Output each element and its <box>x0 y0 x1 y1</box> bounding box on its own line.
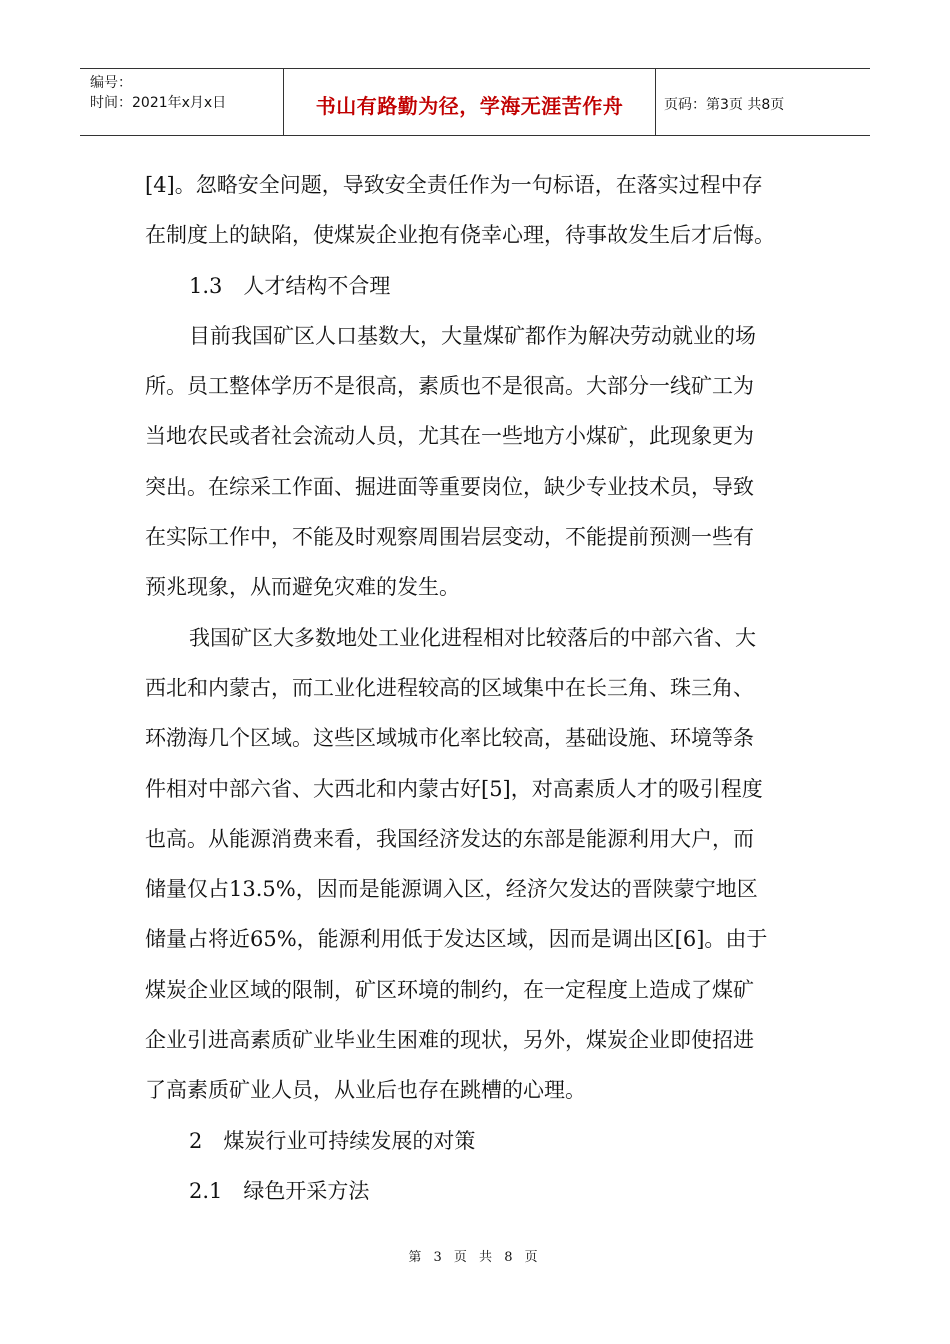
header-motto: 书山有路勤为径，学海无涯苦作舟 <box>284 69 656 135</box>
text-line: 了高素质矿业人员，从业后也存在跳槽的心理。 <box>145 1078 586 1103</box>
date-line: 时间：2021年x月x日 <box>90 95 227 111</box>
text-line: 煤炭企业区域的限制，矿区环境的制约，在一定程度上造成了煤矿 <box>145 977 754 1002</box>
text-line: 在实际工作中，不能及时观察周围岩层变动，不能提前预测一些有 <box>145 525 754 550</box>
text-line: [4]。忽略安全问题，导致安全责任作为一句标语，在落实过程中存 <box>145 173 763 197</box>
serial-number-label: 编号： <box>90 75 132 91</box>
text-line: 1.3 人才结构不合理 <box>189 273 391 298</box>
text-line: 环渤海几个区域。这些区域城市化率比较高，基础设施、环境等条 <box>145 726 754 751</box>
page-footer: 第 3 页 共 8 页 <box>408 1250 542 1265</box>
text-line: 储量仅占13.5%，因而是能源调入区，经济欠发达的晋陕蒙宁地区 <box>145 877 758 902</box>
text-line: 预兆现象，从而避免灾难的发生。 <box>145 575 460 600</box>
text-line: 件相对中部六省、大西北和内蒙古好[5]，对高素质人才的吸引程度 <box>145 776 763 801</box>
page-header <box>80 68 870 136</box>
text-line: 所。员工整体学历不是很高，素质也不是很高。大部分一线矿工为 <box>145 374 754 399</box>
document-body <box>145 160 813 1216</box>
text-line: 2 煤炭行业可持续发展的对策 <box>189 1128 476 1153</box>
text-line: 当地农民或者社会流动人员，尤其在一些地方小煤矿，此现象更为 <box>145 424 754 449</box>
text-line: 我国矿区大多数地处工业化进程相对比较落后的中部六省、大 <box>189 625 756 650</box>
text-line: 目前我国矿区人口基数大，大量煤矿都作为解决劳动就业的场 <box>189 323 756 348</box>
text-line: 也高。从能源消费来看，我国经济发达的东部是能源利用大户，而 <box>145 826 754 851</box>
text-line: 突出。在综采工作面、掘进面等重要岗位，缺少专业技术员，导致 <box>145 474 754 499</box>
text-line: 2.1 绿色开采方法 <box>189 1178 370 1203</box>
header-meta <box>80 69 284 135</box>
text-line: 企业引进高素质矿业毕业生困难的现状，另外，煤炭企业即使招进 <box>145 1028 754 1053</box>
text-line: 在制度上的缺陷，使煤炭企业抱有侥幸心理，待事故发生后才后悔。 <box>145 223 775 248</box>
text-line: 储量占将近65%，能源利用低于发达区域，因而是调出区[6]。由于 <box>145 927 768 952</box>
text-line: 西北和内蒙古，而工业化进程较高的区域集中在长三角、珠三角、 <box>145 675 754 700</box>
header-page-code: 页码：第3页 共8页 <box>664 97 785 113</box>
